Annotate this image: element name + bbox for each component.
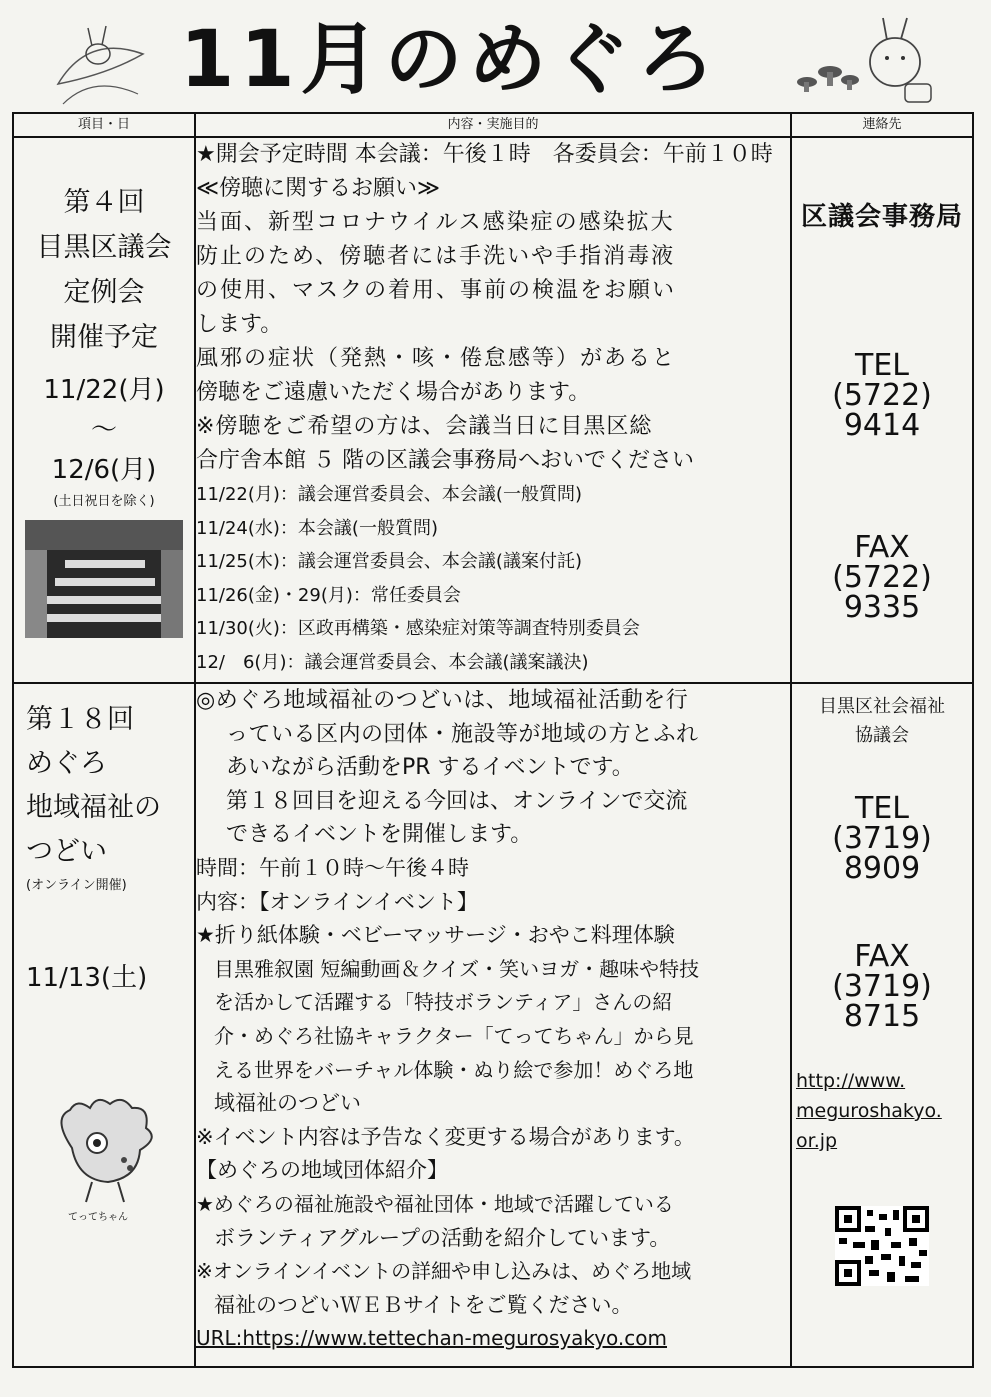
welfare-online-note: (オンライン開催) — [26, 878, 127, 893]
welfare-groups-line: ★めぐろの福祉施設や福祉団体・地域で活躍している — [196, 1191, 674, 1216]
council-text-line: の使用、マスクの着用、事前の検温をお願い — [196, 278, 677, 303]
welfare-intro-line: できるイベントを開催します。 — [226, 822, 533, 848]
welfare-event-line: 介・めぐろ社協キャラクター「てってちゃん」から見 — [214, 1023, 694, 1048]
table-row-welfare — [13, 683, 973, 1367]
welfare-web-link[interactable] — [792, 1066, 972, 1156]
web-line: http://www. — [796, 1070, 906, 1092]
welfare-date: 11/13(土) — [26, 963, 148, 993]
welfare-intro-line: っている区内の団体・施設等が地域の方とふれ — [226, 721, 699, 747]
council-date-note: (土日祝日を除く) — [53, 494, 155, 509]
welfare-event-line: える世界をバーチャル体験・ぬり絵で参加！めぐろ地 — [214, 1057, 694, 1082]
table-header-row — [13, 113, 973, 137]
council-date-end: 12/6(月) — [51, 455, 157, 485]
welfare-url-link[interactable]: URL:https://www.tettechan-megurosyakyo.com — [196, 1326, 668, 1351]
page-title: 11月のめぐろ — [180, 15, 721, 105]
qr-code-icon[interactable] — [835, 1206, 929, 1286]
council-text-line: ※傍聴をご希望の方は、会議当日に目黒区総 — [196, 414, 653, 439]
schedule-item: 11/24(水)：本会議(一般質問) — [196, 517, 438, 539]
welfare-groups-line: ボランティアグループの活動を紹介しています。 — [214, 1225, 671, 1250]
schedule-item: 11/25(木)：議会運営委員会、本会議(議案付託) — [196, 551, 582, 572]
tettechan-mascot-illustration — [42, 1088, 172, 1208]
welfare-tel-label: TEL — [855, 791, 909, 826]
welfare-event-line: を活かして活躍する「特技ボランティア」さんの紹 — [214, 990, 673, 1015]
rabbit-leaf-illustration — [48, 14, 158, 109]
council-text-line: ≪傍聴に関するお願い≫ — [196, 176, 441, 201]
council-text-line: 傍聴をご遠慮いただく場合があります。 — [196, 380, 591, 405]
welfare-online-line: ※オンラインイベントの詳細や申し込みは、めぐろ地域 — [196, 1259, 692, 1284]
schedule-item: 11/30(火)：区政再構築・感染症対策等調査特別委員会 — [196, 618, 640, 639]
council-text-line: ★開会予定時間 本会議：午後１時 各委員会：午前１０時 — [196, 142, 773, 167]
event-table — [12, 112, 974, 1368]
council-item-cell — [13, 137, 195, 683]
welfare-event-line: 域福祉のつどい — [214, 1091, 361, 1116]
council-chamber-photo — [25, 520, 183, 638]
welfare-notice: ※イベント内容は予告なく変更する場合があります。 — [196, 1124, 695, 1149]
welfare-title-line: 地域福祉の — [26, 792, 161, 823]
council-title-line: 目黒区議会 — [36, 232, 172, 263]
council-date-tilde: 〜 — [90, 415, 117, 445]
welfare-item-cell — [13, 683, 195, 1367]
council-contact-cell — [791, 137, 973, 683]
welfare-groups-label: 【めぐろの地域団体紹介】 — [196, 1158, 448, 1183]
welfare-org-line: 協議会 — [855, 725, 909, 746]
welfare-contact-cell — [791, 683, 973, 1367]
welfare-fax-label: FAX — [854, 939, 910, 974]
council-title-line: 開催予定 — [50, 322, 158, 353]
welfare-time: 時間：午前１０時〜午後４時 — [196, 855, 469, 880]
welfare-title-line: 第１８回 — [26, 704, 134, 735]
council-tel-label: TEL — [855, 348, 909, 383]
council-office-name: 区議会事務局 — [800, 202, 963, 232]
council-text-line: 合庁舎本館 ５ 階の区議会事務局へおいでください — [196, 448, 694, 473]
welfare-fax-area: (3719) — [832, 969, 932, 1004]
council-title-line: 第４回 — [63, 187, 145, 218]
council-text-line: します。 — [196, 312, 283, 337]
welfare-intro-line: ◎めぐろ地域福祉のつどいは、地域福祉活動を行 — [196, 688, 689, 713]
council-fax-number: 9335 — [843, 590, 921, 625]
welfare-content-label: 内容：【オンラインイベント】 — [196, 889, 478, 914]
welfare-event-line: ★折り紙体験・ベビーマッサージ・おやこ料理体験 — [196, 923, 675, 948]
header-content: 内容・実施目的 — [195, 113, 791, 137]
council-text-line: 風邪の症状（発熱・咳・倦怠感等）があると — [196, 346, 677, 371]
schedule-item: 11/22(月)：議会運営委員会、本会議(一般質問) — [196, 484, 582, 505]
welfare-intro-line: あいながら活動をPR するイベントです。 — [226, 755, 634, 781]
welfare-event-line: 目黒雅叙園 短編動画＆クイズ・笑いヨガ・趣味や特技 — [214, 956, 700, 981]
mushroom-rabbit-illustration — [795, 12, 945, 107]
web-line: or.jp — [796, 1130, 838, 1152]
welfare-content-cell — [195, 683, 791, 1367]
mascot-name: てってちゃん — [68, 1212, 128, 1223]
welfare-tel-area: (3719) — [832, 821, 932, 856]
header-contact: 連絡先 — [791, 113, 973, 137]
schedule-item: 11/26(金)・29(月)：常任委員会 — [196, 584, 461, 606]
welfare-online-line: 福祉のつどいＷＥＢサイトをご覧ください。 — [214, 1292, 633, 1317]
council-fax-label: FAX — [854, 530, 910, 565]
web-line: meguroshakyo. — [796, 1100, 942, 1122]
council-text-line: 防止のため、傍聴者には手洗いや手指消毒液 — [196, 244, 676, 269]
welfare-intro-line: 第１８回目を迎える今回は、オンラインで交流 — [226, 788, 688, 814]
table-row-council — [13, 137, 973, 683]
council-title-line: 定例会 — [63, 277, 145, 308]
welfare-title-line: つどい — [26, 836, 107, 867]
schedule-item: 12/ 6(月)：議会運営委員会、本会議(議案議決) — [196, 651, 589, 673]
council-date-start: 11/22(月) — [43, 375, 165, 405]
council-tel-number: 9414 — [843, 408, 921, 443]
welfare-title-line: めぐろ — [26, 748, 107, 779]
header-item-date: 項目・日 — [13, 113, 195, 137]
welfare-org-line: 目黒区社会福祉 — [819, 696, 945, 717]
council-text-line: 当面、新型コロナウイルス感染症の感染拡大 — [196, 210, 675, 235]
council-content-cell — [195, 137, 791, 683]
council-tel-area: (5722) — [832, 378, 932, 413]
welfare-tel-number: 8909 — [843, 851, 921, 886]
council-fax-area: (5722) — [832, 560, 932, 595]
welfare-fax-number: 8715 — [843, 999, 921, 1034]
